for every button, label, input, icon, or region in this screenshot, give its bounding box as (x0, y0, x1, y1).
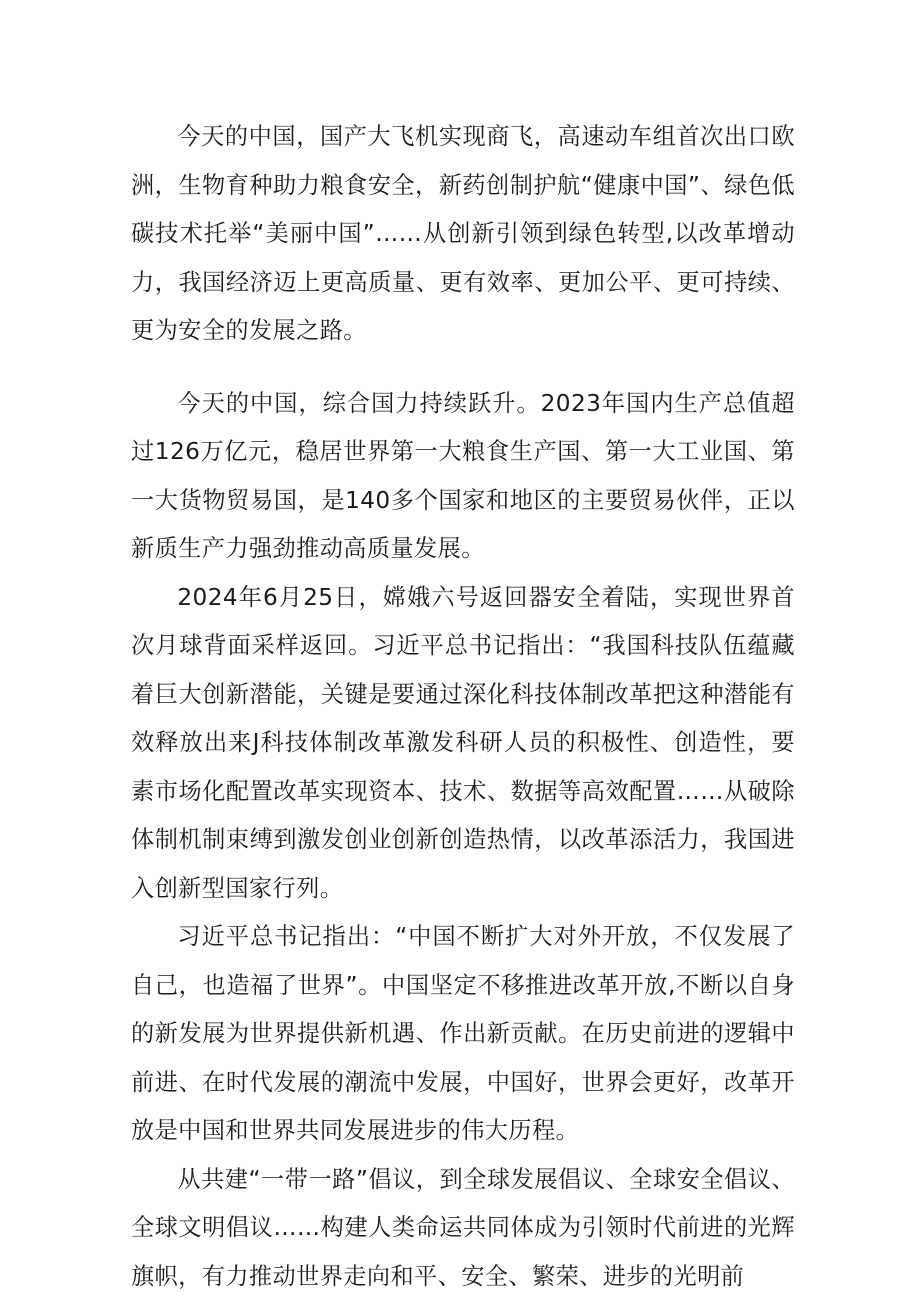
paragraph-1: 今天的中国，国产大飞机实现商飞，高速动车组首次出口欧洲，生物育种助力粮食安全，新药创制护航“健康中国”、绿色低碳技术托举“美丽中国”……从创新引领到绿色转型,以改革增动力，我国经济迈上更高质量、更有效率、更加公平、更可持续、更为安全的发展之路。 (131, 123, 795, 344)
paragraph-2: 今天的中国，综合国力持续跃升。2023年国内生产总值超过126万亿元，稳居世界第一大粮食生产国、第一大工业国、第一大货物贸易国，是140多个国家和地区的主要贸易伙伴，正以新质生产力强劲推动高质量发展。 (131, 389, 795, 562)
paragraph-5: 从共建“一带一路”倡议，到全球发展倡议、全球安全倡议、全球文明倡议……构建人类命运共同体成为引领时代前进的光辉旗帜，有力推动世界走向和平、安全、繁荣、进步的光明前 (131, 1165, 795, 1290)
paragraph-3: 2024年6月25日，嫦娥六号返回器安全着陆，实现世界首次月球背面采样返回。习近平总书记指出：“我国科技队伍蕴藏着巨大创新潜能，关键是要通过深化科技体制改革把这种潜能有效释放出来J科技体制改革激发科研人员的积极性、创造性，要素市场化配置改革实现资本、技术、数据等高效配置……从破除体制机制束缚到激发创业创新创造热情，以改革添活力，我国进入创新型国家行列。 (131, 583, 795, 902)
paragraph-4: 习近平总书记指出：“中国不断扩大对外开放，不仅发展了自己，也造福了世界”。中国坚定不移推进改革开放,不断以自身的新发展为世界提供新机遇、作出新贡献。在历史前进的逻辑中前进、在时代发展的潮流中发展，中国好，世界会更好，改革开放是中国和世界共同发展进步的伟大历程。 (131, 923, 795, 1144)
document-body (131, 113, 795, 1301)
